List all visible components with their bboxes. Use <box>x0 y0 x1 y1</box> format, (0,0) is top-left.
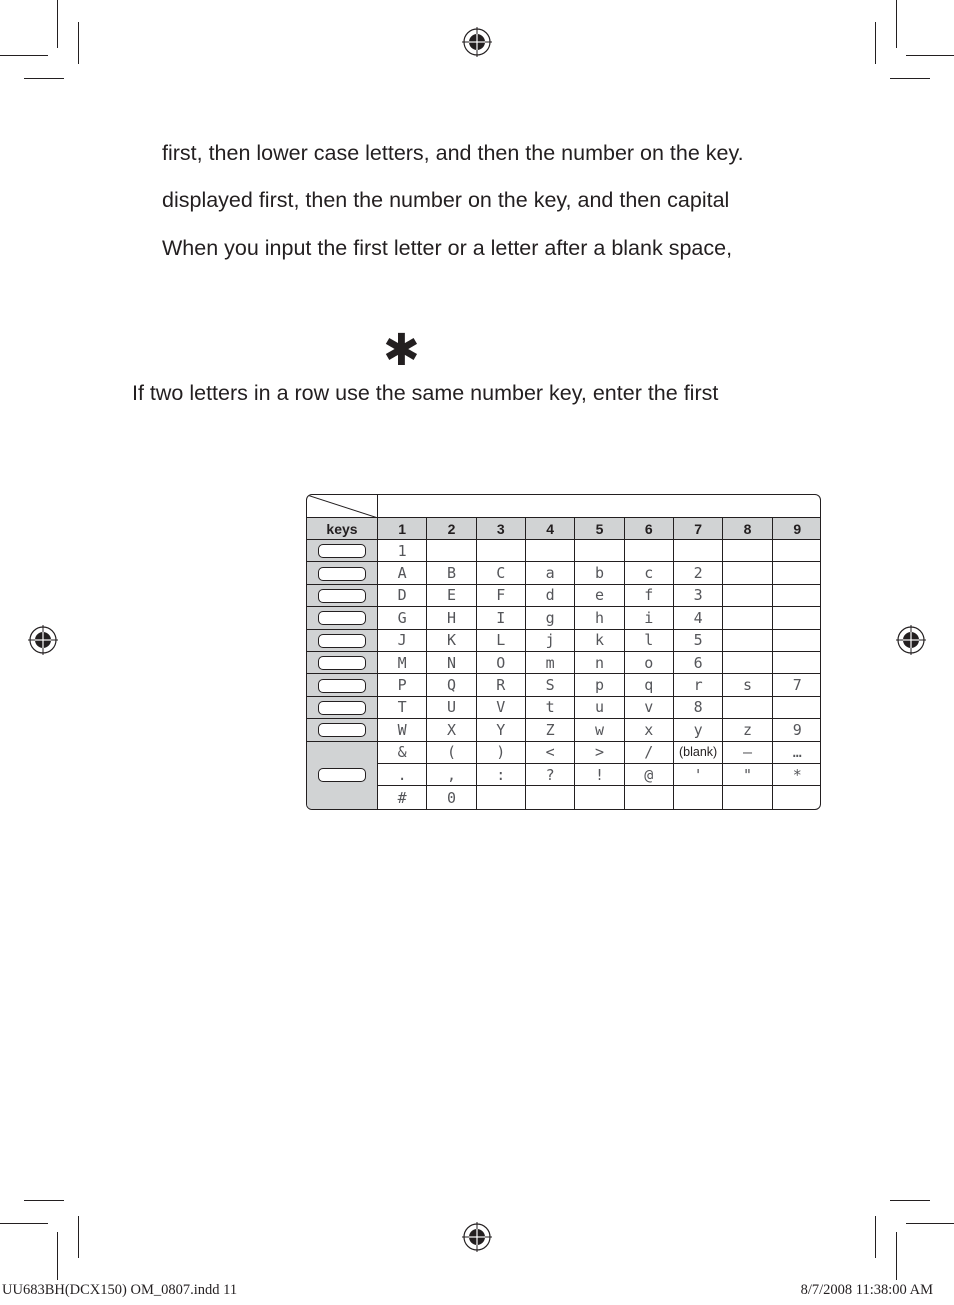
table-cell: z <box>723 719 772 741</box>
table-cell: M <box>378 652 427 674</box>
table-corner <box>307 495 378 518</box>
table-cell: p <box>575 674 624 696</box>
table-cell: N <box>427 652 476 674</box>
column-header-3: 3 <box>477 518 526 540</box>
phone-key-icon <box>318 723 366 737</box>
table-cell <box>427 540 476 562</box>
crop-mark <box>890 1200 930 1201</box>
key-cell <box>307 540 378 562</box>
text-line: displayed first, then the number on the key, and then capital <box>162 188 730 212</box>
crop-mark <box>875 1216 876 1258</box>
table-cell: j <box>526 630 575 652</box>
table-cell: s <box>723 674 772 696</box>
table-cell <box>723 562 772 584</box>
table-cell: J <box>378 630 427 652</box>
crop-mark <box>896 0 897 48</box>
table-cell: v <box>625 697 674 719</box>
table-cell: q <box>625 674 674 696</box>
table-cell: w <box>575 719 624 741</box>
table-cell: S <box>526 674 575 696</box>
table-cell: r <box>674 674 723 696</box>
table-cell: W <box>378 719 427 741</box>
crop-mark <box>0 55 48 56</box>
table-cell: / <box>625 742 674 764</box>
registration-mark-icon <box>462 27 492 57</box>
table-cell: U <box>427 697 476 719</box>
table-cell: ( <box>427 742 476 764</box>
crop-mark <box>78 22 79 64</box>
table-cell: n <box>575 652 624 674</box>
slug-right: 8/7/2008 11:38:00 AM <box>800 1282 933 1298</box>
table-cell <box>674 540 723 562</box>
table-cell: m <box>526 652 575 674</box>
key-cell <box>307 674 378 696</box>
table-cell: G <box>378 607 427 629</box>
star-key-icon: ✱ <box>383 325 420 376</box>
table-cell: ' <box>674 764 723 786</box>
crop-mark <box>890 78 930 79</box>
table-cell <box>723 540 772 562</box>
table-cell: a <box>526 562 575 584</box>
text-line: If two letters in a row use the same number key, enter the first <box>132 381 719 405</box>
key-cell <box>307 697 378 719</box>
table-cell: b <box>575 562 624 584</box>
table-cell: Q <box>427 674 476 696</box>
table-cell <box>723 697 772 719</box>
table-cell: ? <box>526 764 575 786</box>
table-cell: h <box>575 607 624 629</box>
key-cell <box>307 607 378 629</box>
table-cell: t <box>526 697 575 719</box>
table-cell <box>773 697 821 719</box>
text-line: first, then lower case letters, and then the number on the key. <box>162 141 744 165</box>
table-cell <box>526 540 575 562</box>
key-cell <box>307 585 378 607</box>
table-cell: Z <box>526 719 575 741</box>
table-cell: i <box>625 607 674 629</box>
table-cell <box>575 540 624 562</box>
table-cell <box>773 585 821 607</box>
table-cell: V <box>477 697 526 719</box>
table-cell: 9 <box>773 719 821 741</box>
registration-mark-icon <box>462 1222 492 1252</box>
column-header-1: 1 <box>378 518 427 540</box>
crop-mark <box>24 78 64 79</box>
key-cell <box>307 562 378 584</box>
table-cell: P <box>378 674 427 696</box>
table-cell: R <box>477 674 526 696</box>
registration-mark-icon <box>28 625 58 655</box>
table-cell <box>674 786 723 808</box>
table-cell: e <box>575 585 624 607</box>
table-cell <box>773 562 821 584</box>
table-cell: K <box>427 630 476 652</box>
table-cell: (blank) <box>674 742 723 764</box>
table-cell: B <box>427 562 476 584</box>
character-table <box>306 494 821 810</box>
phone-key-icon <box>318 679 366 693</box>
table-cell: # <box>378 786 427 808</box>
table-cell: * <box>773 764 821 786</box>
table-cell: 6 <box>674 652 723 674</box>
table-cell: ! <box>575 764 624 786</box>
crop-mark <box>57 0 58 48</box>
table-cell: I <box>477 607 526 629</box>
crop-mark <box>906 1223 954 1224</box>
table-cell: 3 <box>674 585 723 607</box>
phone-key-icon <box>318 701 366 715</box>
table-cell: 0 <box>427 786 476 808</box>
slug-left: UU683BH(DCX150) OM_0807.indd 11 <box>2 1282 238 1298</box>
crop-mark <box>906 55 954 56</box>
table-cell: 4 <box>674 607 723 629</box>
table-cell: y <box>674 719 723 741</box>
table-cell: 8 <box>674 697 723 719</box>
column-header-9: 9 <box>773 518 821 540</box>
table-cell: – <box>723 742 772 764</box>
table-cell <box>773 652 821 674</box>
table-cell: . <box>378 764 427 786</box>
table-cell: A <box>378 562 427 584</box>
column-header-6: 6 <box>625 518 674 540</box>
table-cell <box>773 607 821 629</box>
table-cell: X <box>427 719 476 741</box>
crop-mark <box>24 1200 64 1201</box>
column-header-2: 2 <box>427 518 476 540</box>
table-cell: C <box>477 562 526 584</box>
crop-mark <box>0 1223 48 1224</box>
table-cell <box>773 786 821 808</box>
column-header-5: 5 <box>575 518 624 540</box>
crop-mark <box>875 22 876 64</box>
table-cell <box>723 630 772 652</box>
table-cell <box>625 540 674 562</box>
phone-key-icon <box>318 634 366 648</box>
keys-header: keys <box>307 518 378 540</box>
phone-key-icon <box>318 589 366 603</box>
table-cell: 2 <box>674 562 723 584</box>
table-cell: & <box>378 742 427 764</box>
table-cell: x <box>625 719 674 741</box>
table-cell: F <box>477 585 526 607</box>
crop-mark <box>78 1216 79 1258</box>
table-cell: L <box>477 630 526 652</box>
table-cell: d <box>526 585 575 607</box>
table-cell <box>723 607 772 629</box>
table-cell: E <box>427 585 476 607</box>
table-cell: Y <box>477 719 526 741</box>
table-cell: … <box>773 742 821 764</box>
column-header-8: 8 <box>723 518 772 540</box>
table-cell: u <box>575 697 624 719</box>
column-header-7: 7 <box>674 518 723 540</box>
text-line: When you input the first letter or a letter after a blank space, <box>162 236 733 260</box>
phone-key-icon <box>318 567 366 581</box>
key-cell <box>307 719 378 741</box>
crop-mark <box>896 1232 897 1280</box>
phone-key-icon <box>318 656 366 670</box>
table-cell: @ <box>625 764 674 786</box>
registration-mark-icon <box>896 625 926 655</box>
key-cell <box>307 742 378 809</box>
table-cell <box>477 786 526 808</box>
table-cell: ) <box>477 742 526 764</box>
table-cell <box>575 786 624 808</box>
table-cell: O <box>477 652 526 674</box>
table-cell <box>723 652 772 674</box>
table-cell: < <box>526 742 575 764</box>
crop-mark <box>57 1232 58 1280</box>
key-cell <box>307 630 378 652</box>
table-cell: H <box>427 607 476 629</box>
table-cell: T <box>378 697 427 719</box>
table-cell <box>477 540 526 562</box>
diagonal-line <box>307 495 378 518</box>
table-cell <box>526 786 575 808</box>
table-cell: o <box>625 652 674 674</box>
table-cell: l <box>625 630 674 652</box>
table-cell: 1 <box>378 540 427 562</box>
phone-key-icon <box>318 611 366 625</box>
table-cell <box>723 786 772 808</box>
table-cell: g <box>526 607 575 629</box>
phone-key-icon <box>318 544 366 558</box>
key-cell <box>307 652 378 674</box>
table-cell: , <box>427 764 476 786</box>
table-cell <box>723 585 772 607</box>
table-cell <box>773 630 821 652</box>
table-top-header <box>378 495 821 518</box>
table-cell: D <box>378 585 427 607</box>
table-cell: 7 <box>773 674 821 696</box>
column-header-4: 4 <box>526 518 575 540</box>
table-cell: > <box>575 742 624 764</box>
table-cell <box>773 540 821 562</box>
table-cell: c <box>625 562 674 584</box>
phone-key-icon <box>318 768 366 782</box>
table-cell: f <box>625 585 674 607</box>
table-cell: : <box>477 764 526 786</box>
table-cell: 5 <box>674 630 723 652</box>
table-cell: " <box>723 764 772 786</box>
table-cell: k <box>575 630 624 652</box>
table-cell <box>625 786 674 808</box>
